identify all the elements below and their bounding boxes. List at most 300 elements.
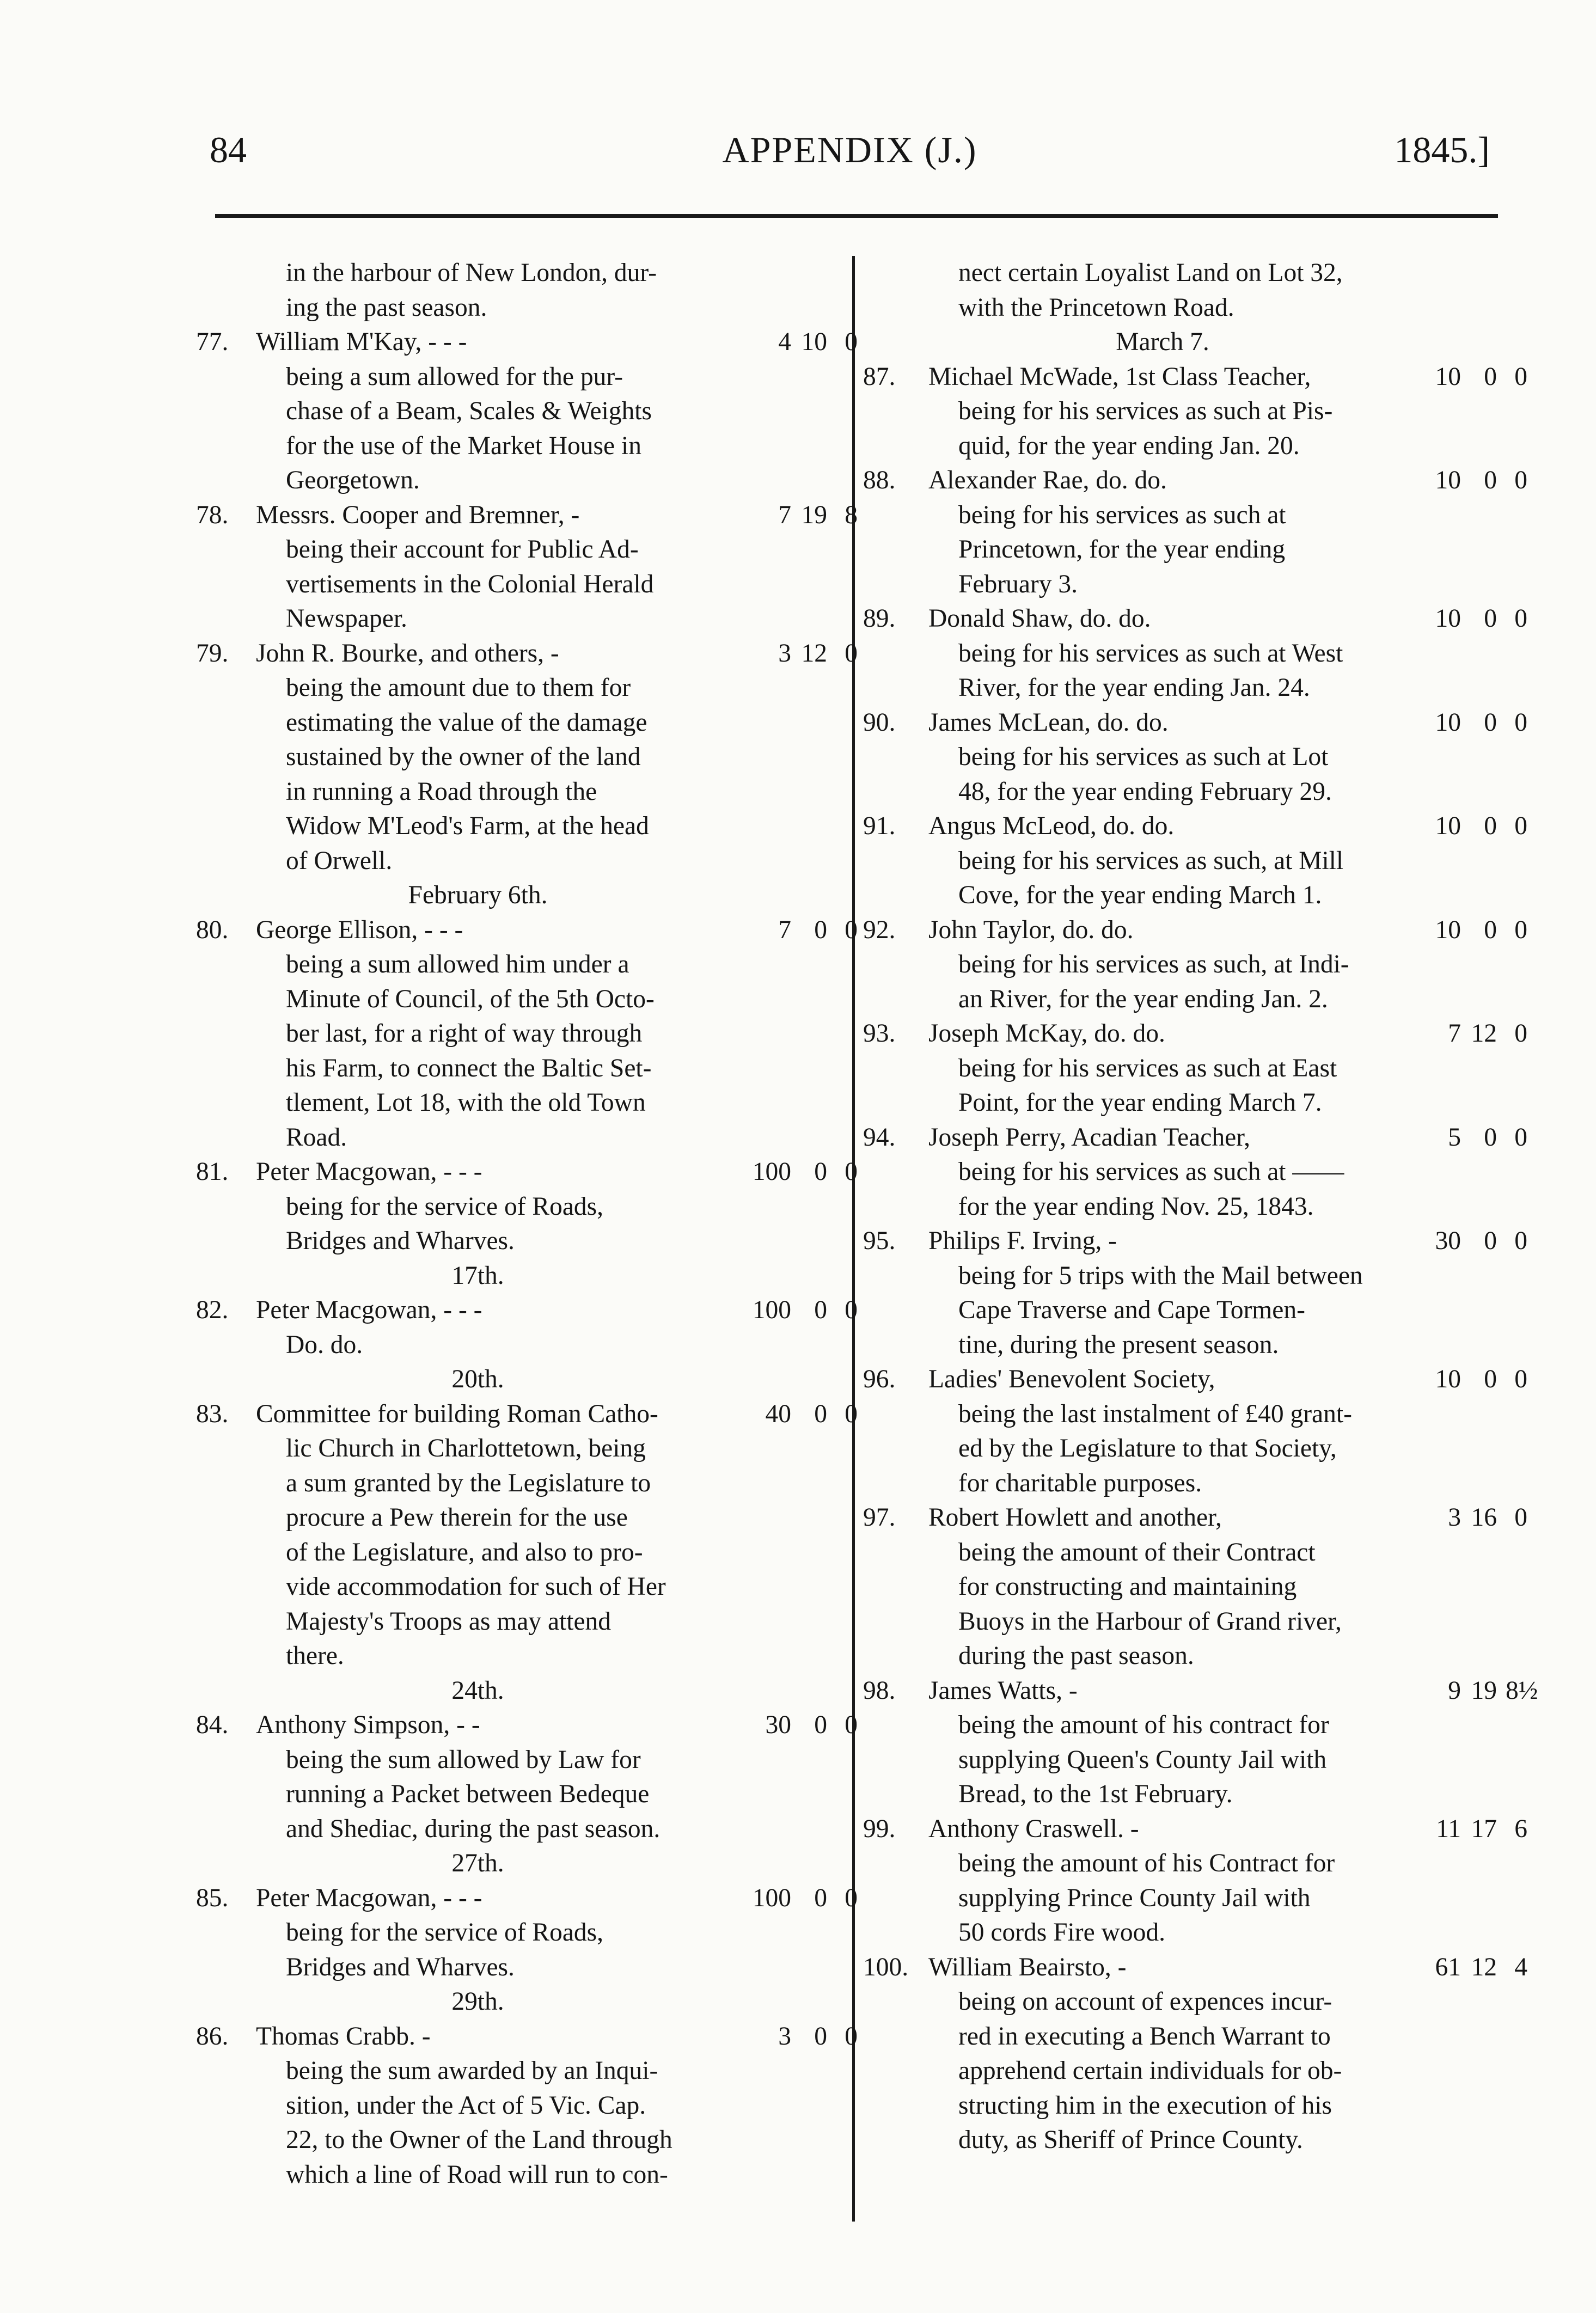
right-column xyxy=(863,256,1538,2158)
entry-description-line xyxy=(863,775,1527,810)
amount-shillings: 16 xyxy=(1471,1503,1497,1532)
entry-text: Majesty's Troops as may attend xyxy=(286,1607,612,1636)
entry-text: 50 cords Fire wood. xyxy=(958,1918,1165,1947)
entry-amount xyxy=(1413,463,1527,498)
amount-pence: 4 xyxy=(1514,1953,1527,1981)
entry-text: Princetown, for the year ending xyxy=(958,535,1286,564)
entry-text: being the last instalment of £40 grant- xyxy=(958,1399,1352,1428)
entry-text: being the amount of their Contract xyxy=(958,1538,1316,1567)
entry-description-line xyxy=(863,2123,1527,2158)
entry-number: 83. xyxy=(196,1399,229,1428)
entry-first-line xyxy=(863,463,1527,498)
entry-amount xyxy=(743,637,858,671)
entry-text: duty, as Sheriff of Prince County. xyxy=(958,2126,1303,2154)
entry-description-line xyxy=(196,1812,858,1847)
payee-name: Donald Shaw, do. do. xyxy=(928,604,1151,633)
entry-text: being for the service of Roads, xyxy=(286,1192,604,1221)
entry-description-line xyxy=(863,947,1527,982)
entry-text: being for his services as such at Pis- xyxy=(958,397,1333,425)
amount-shillings: 19 xyxy=(801,500,827,529)
entry-description-line xyxy=(863,637,1527,671)
header-rule xyxy=(215,214,1498,218)
entry-text: being for his services as such at West xyxy=(958,639,1343,668)
entry-text: ing the past season. xyxy=(286,293,487,322)
entry-description-line xyxy=(196,1086,858,1121)
entry-text: his Farm, to connect the Baltic Set- xyxy=(286,1054,652,1082)
entry-text: apprehend certain individuals for ob- xyxy=(958,2057,1342,2085)
amount-shillings: 0 xyxy=(1484,466,1497,494)
amount-pence: 0 xyxy=(1514,708,1527,737)
amount-shillings: 0 xyxy=(814,915,827,944)
entry-description-line xyxy=(196,1051,858,1086)
amount-pounds: 10 xyxy=(1435,812,1461,840)
entry-text: running a Packet between Bedeque xyxy=(286,1780,650,1808)
entry-text: tlement, Lot 18, with the old Town xyxy=(286,1088,646,1117)
entry-amount xyxy=(1413,1812,1527,1847)
entry-description-line xyxy=(196,429,858,464)
amount-pounds: 9 xyxy=(1448,1676,1461,1705)
entry-number: 98. xyxy=(863,1676,896,1705)
entry-first-line xyxy=(196,1155,858,1190)
entry-description-line xyxy=(196,1466,858,1501)
amount-pounds: 10 xyxy=(1435,1365,1461,1393)
amount-shillings: 19 xyxy=(1471,1676,1497,1705)
amount-shillings: 12 xyxy=(801,639,827,668)
entry-text: Buoys in the Harbour of Grand river, xyxy=(958,1607,1342,1636)
entry-first-line xyxy=(863,1674,1538,1709)
entry-number: 96. xyxy=(863,1365,896,1393)
payee-name: Angus McLeod, do. do. xyxy=(928,812,1175,840)
entry-number: 80. xyxy=(196,915,229,944)
entry-text: red in executing a Bench Warrant to xyxy=(958,2022,1331,2051)
entry-first-line xyxy=(863,1501,1527,1535)
amount-pence: 0 xyxy=(1514,1227,1527,1255)
entry-text: Cape Traverse and Cape Tormen- xyxy=(958,1296,1305,1324)
entry-text: which a line of Road will run to con- xyxy=(286,2160,668,2189)
amount-pounds: 100 xyxy=(752,1883,791,1912)
amount-pence: 0 xyxy=(1514,1365,1527,1393)
entry-text: ber last, for a right of way through xyxy=(286,1019,643,1048)
entry-number: 94. xyxy=(863,1123,896,1152)
entry-number: 89. xyxy=(863,604,896,633)
entry-text: nect certain Loyalist Land on Lot 32, xyxy=(958,259,1343,287)
amount-shillings: 17 xyxy=(1471,1814,1497,1843)
entry-text: sustained by the owner of the land xyxy=(286,743,641,771)
continued-text-line xyxy=(863,291,1527,326)
entry-first-line xyxy=(863,809,1527,844)
entry-first-line xyxy=(863,913,1527,948)
page-header xyxy=(210,125,1490,174)
payee-name: James Watts, - xyxy=(928,1676,1078,1705)
entry-text: for the use of the Market House in xyxy=(286,431,641,460)
payee-name: Ladies' Benevolent Society, xyxy=(928,1365,1215,1393)
entry-amount xyxy=(743,325,858,360)
amount-pence: 0 xyxy=(1514,1019,1527,1048)
entry-text: being for his services as such at —— xyxy=(958,1158,1344,1186)
entry-text: Minute of Council, of the 5th Octo- xyxy=(286,984,655,1013)
date-heading: 24th. xyxy=(451,1676,504,1705)
amount-shillings: 12 xyxy=(1471,1019,1497,1048)
entry-text: being the sum awarded by an Inqui- xyxy=(286,2057,658,2085)
entry-text: tine, during the present season. xyxy=(958,1330,1279,1359)
entry-description-line xyxy=(863,1535,1527,1570)
entry-amount xyxy=(1413,1017,1527,1051)
payee-name: Messrs. Cooper and Bremner, - xyxy=(256,500,580,529)
payee-name: Peter Macgowan, - - - xyxy=(256,1158,482,1186)
entry-text: supplying Queen's County Jail with xyxy=(958,1745,1327,1774)
entry-first-line xyxy=(863,360,1527,395)
entry-text: of the Legislature, and also to pro- xyxy=(286,1538,643,1567)
entry-amount xyxy=(743,1708,858,1743)
entry-text: Bridges and Wharves. xyxy=(286,1953,515,1981)
entry-text: there. xyxy=(286,1642,344,1670)
entry-description-line xyxy=(863,429,1527,464)
amount-pounds: 40 xyxy=(765,1399,791,1428)
payee-name: George Ellison, - - - xyxy=(256,915,463,944)
date-heading: 20th. xyxy=(451,1365,504,1393)
left-column xyxy=(196,256,858,2192)
entry-amount xyxy=(743,1155,858,1190)
amount-shillings: 0 xyxy=(1484,362,1497,391)
entry-description-line xyxy=(863,394,1527,429)
entry-amount xyxy=(1413,1362,1527,1397)
amount-pounds: 10 xyxy=(1435,362,1461,391)
entry-text: being a sum allowed for the pur- xyxy=(286,362,623,391)
amount-pence: 6 xyxy=(1514,1814,1527,1843)
entry-description-line xyxy=(863,1086,1527,1121)
amount-pence: 0 xyxy=(1514,1123,1527,1152)
amount-shillings: 0 xyxy=(814,1158,827,1186)
entry-text: ed by the Legislature to that Society, xyxy=(958,1434,1337,1463)
entry-text: Point, for the year ending March 7. xyxy=(958,1088,1322,1117)
entry-description-line xyxy=(863,1881,1527,1916)
entry-first-line xyxy=(863,1812,1527,1847)
payee-name: Philips F. Irving, - xyxy=(928,1227,1117,1255)
entry-description-line xyxy=(196,809,858,844)
entry-description-line xyxy=(196,1328,858,1363)
amount-pounds: 30 xyxy=(1435,1227,1461,1255)
entry-amount xyxy=(1413,602,1527,637)
entry-amount xyxy=(743,913,858,948)
entry-description-line xyxy=(196,1121,858,1155)
entry-first-line xyxy=(863,1950,1527,1985)
amount-pounds: 3 xyxy=(778,639,791,668)
entry-text: River, for the year ending Jan. 24. xyxy=(958,674,1310,702)
entry-description-line xyxy=(196,947,858,982)
entry-text: estimating the value of the damage xyxy=(286,708,647,737)
amount-pounds: 3 xyxy=(778,2022,791,2051)
entry-text: being the amount of his contract for xyxy=(958,1711,1329,1739)
entry-description-line xyxy=(196,1535,858,1570)
amount-shillings: 0 xyxy=(1484,915,1497,944)
amount-pence: 0 xyxy=(845,1883,858,1912)
entry-text: being their account for Public Ad- xyxy=(286,535,639,564)
entry-description-line xyxy=(863,498,1527,533)
amount-pounds: 30 xyxy=(765,1711,791,1739)
amount-pence: 0 xyxy=(845,1399,858,1428)
entry-text: structing him in the execution of his xyxy=(958,2091,1332,2120)
header-year: 1845.] xyxy=(1394,129,1490,170)
amount-shillings: 0 xyxy=(814,1296,827,1324)
payee-name: James McLean, do. do. xyxy=(928,708,1169,737)
entry-description-line xyxy=(863,567,1527,602)
amount-shillings: 0 xyxy=(1484,1365,1497,1393)
entry-first-line xyxy=(196,1397,858,1432)
entry-amount xyxy=(743,498,858,533)
entry-number: 82. xyxy=(196,1296,229,1324)
entry-first-line xyxy=(196,498,858,533)
entry-description-line xyxy=(196,2089,858,2124)
page-title: APPENDIX (J.) xyxy=(722,129,977,170)
entry-description-line xyxy=(196,360,858,395)
entry-text: Bridges and Wharves. xyxy=(286,1227,515,1255)
entry-amount xyxy=(743,1881,858,1916)
amount-pounds: 10 xyxy=(1435,915,1461,944)
entry-text: being the sum allowed by Law for xyxy=(286,1745,641,1774)
entry-text: supplying Prince County Jail with xyxy=(958,1883,1311,1912)
entry-description-line xyxy=(196,1570,858,1605)
entry-first-line xyxy=(196,637,858,671)
payee-name: Alexander Rae, do. do. xyxy=(928,466,1167,494)
entry-first-line xyxy=(863,1121,1527,1155)
entry-text: for the year ending Nov. 25, 1843. xyxy=(958,1192,1314,1221)
amount-pounds: 7 xyxy=(778,500,791,529)
entry-number: 87. xyxy=(863,362,896,391)
continued-text-line xyxy=(196,256,858,291)
entry-first-line xyxy=(196,913,858,948)
amount-pounds: 3 xyxy=(1448,1503,1461,1532)
entry-text: an River, for the year ending Jan. 2. xyxy=(958,984,1328,1013)
entry-first-line xyxy=(196,1708,858,1743)
entry-text: 22, to the Owner of the Land through xyxy=(286,2126,672,2154)
entry-text: being the amount of his Contract for xyxy=(958,1849,1335,1877)
entry-number: 100. xyxy=(863,1953,909,1981)
amount-pounds: 11 xyxy=(1436,1814,1461,1843)
entry-text: vertisements in the Colonial Herald xyxy=(286,570,654,598)
entry-description-line xyxy=(863,1708,1527,1743)
entry-first-line xyxy=(196,1881,858,1916)
entry-first-line xyxy=(196,325,858,360)
entry-text: Do. do. xyxy=(286,1330,363,1359)
amount-pounds: 100 xyxy=(752,1296,791,1324)
entry-text: vide accommodation for such of Her xyxy=(286,1572,666,1601)
entry-description-line xyxy=(863,2054,1527,2089)
entry-description-line xyxy=(863,844,1527,879)
payee-name: Peter Macgowan, - - - xyxy=(256,1296,482,1324)
entry-description-line xyxy=(863,533,1527,567)
entry-amount xyxy=(743,2020,858,2054)
entry-text: of Orwell. xyxy=(286,846,393,875)
payee-name: Robert Howlett and another, xyxy=(928,1503,1222,1532)
payee-name: Thomas Crabb. - xyxy=(256,2022,431,2051)
entry-description-line xyxy=(196,1777,858,1812)
entry-number: 97. xyxy=(863,1503,896,1532)
entry-amount xyxy=(1413,1121,1527,1155)
continued-text-line xyxy=(196,291,858,326)
amount-shillings: 12 xyxy=(1471,1953,1497,1981)
entry-text: a sum granted by the Legislature to xyxy=(286,1468,651,1497)
entry-description-line xyxy=(863,1259,1527,1294)
entry-number: 86. xyxy=(196,2022,229,2051)
entry-text: procure a Pew therein for the use xyxy=(286,1503,628,1532)
entry-description-line xyxy=(863,2020,1527,2054)
entry-description-line xyxy=(863,1743,1527,1778)
entry-number: 92. xyxy=(863,915,896,944)
amount-pence: 0 xyxy=(1514,812,1527,840)
entry-description-line xyxy=(863,1846,1527,1881)
entry-description-line xyxy=(863,1985,1527,2020)
entry-number: 99. xyxy=(863,1814,896,1843)
payee-name: John R. Bourke, and others, - xyxy=(256,639,559,668)
amount-pounds: 61 xyxy=(1435,1953,1461,1981)
entry-number: 78. xyxy=(196,500,229,529)
entry-description-line xyxy=(863,1570,1527,1605)
entry-amount xyxy=(1413,913,1527,948)
entry-text: Newspaper. xyxy=(286,604,407,633)
amount-pence: 0 xyxy=(845,1711,858,1739)
entry-description-line xyxy=(196,463,858,498)
amount-pounds: 10 xyxy=(1435,466,1461,494)
entry-description-line xyxy=(196,1950,858,1985)
entry-description-line xyxy=(863,1155,1527,1190)
entry-amount xyxy=(1413,809,1527,844)
entry-description-line xyxy=(863,982,1527,1017)
entry-description-line xyxy=(863,671,1527,706)
amount-shillings: 10 xyxy=(801,328,827,356)
entry-description-line xyxy=(196,2158,858,2193)
payee-name: Joseph Perry, Acadian Teacher, xyxy=(928,1123,1250,1152)
entry-first-line xyxy=(196,1293,858,1328)
entry-text: during the past season. xyxy=(958,1642,1194,1670)
amount-pence: 0 xyxy=(845,328,858,356)
entry-text: February 3. xyxy=(958,570,1078,598)
amount-pounds: 5 xyxy=(1448,1123,1461,1152)
entry-description-line xyxy=(863,1051,1527,1086)
entry-text: for charitable purposes. xyxy=(958,1468,1202,1497)
entry-text: being for his services as such, at Mill xyxy=(958,846,1344,875)
entry-number: 93. xyxy=(863,1019,896,1048)
amount-pence: 0 xyxy=(845,1296,858,1324)
entry-amount xyxy=(1413,1950,1527,1985)
amount-pounds: 100 xyxy=(752,1158,791,1186)
entry-text: and Shediac, during the past season. xyxy=(286,1814,661,1843)
amount-pence: 0 xyxy=(1514,604,1527,633)
entry-text: being for his services as such at East xyxy=(958,1054,1337,1082)
entry-number: 90. xyxy=(863,708,896,737)
entry-amount xyxy=(743,1293,858,1328)
entry-text: being a sum allowed him under a xyxy=(286,950,629,978)
entry-description-line xyxy=(196,1743,858,1778)
payee-name: Anthony Craswell. - xyxy=(928,1814,1139,1843)
entry-number: 79. xyxy=(196,639,229,668)
entry-description-line xyxy=(196,1224,858,1259)
entry-description-line xyxy=(196,394,858,429)
amount-pounds: 10 xyxy=(1435,604,1461,633)
entry-amount xyxy=(1413,360,1527,395)
entry-number: 84. xyxy=(196,1711,229,1739)
date-heading: 29th. xyxy=(451,1987,504,2016)
entry-description-line xyxy=(196,844,858,879)
payee-name: Committee for building Roman Catho- xyxy=(256,1399,658,1428)
amount-pounds: 4 xyxy=(778,328,791,356)
entry-description-line xyxy=(863,1431,1527,1466)
amount-shillings: 0 xyxy=(1484,604,1497,633)
entry-description-line xyxy=(196,1017,858,1051)
entry-description-line xyxy=(863,2089,1527,2124)
entry-first-line xyxy=(863,1017,1527,1051)
entry-description-line xyxy=(863,1397,1527,1432)
entry-description-line xyxy=(863,1190,1527,1225)
amount-pence: 0 xyxy=(845,915,858,944)
amount-pence: 0 xyxy=(1514,466,1527,494)
entry-text: with the Princetown Road. xyxy=(958,293,1234,322)
entry-text: being for his services as such, at Indi- xyxy=(958,950,1349,978)
entry-text: lic Church in Charlottetown, being xyxy=(286,1434,646,1463)
date-heading: March 7. xyxy=(1116,328,1209,356)
entry-text: sition, under the Act of 5 Vic. Cap. xyxy=(286,2091,646,2120)
entry-text: Bread, to the 1st February. xyxy=(958,1780,1233,1808)
entry-amount xyxy=(1413,1501,1527,1535)
entry-text: Cove, for the year ending March 1. xyxy=(958,881,1322,909)
entry-description-line xyxy=(863,1639,1527,1674)
entry-text: 48, for the year ending February 29. xyxy=(958,777,1332,806)
amount-pence: 8 xyxy=(845,500,858,529)
entry-description-line xyxy=(863,1293,1527,1328)
entry-description-line xyxy=(196,2123,858,2158)
entry-description-line xyxy=(196,2054,858,2089)
entry-description-line xyxy=(196,982,858,1017)
entry-description-line xyxy=(196,602,858,637)
entry-text: Georgetown. xyxy=(286,466,420,494)
payee-name: John Taylor, do. do. xyxy=(928,915,1134,944)
entry-description-line xyxy=(863,878,1527,913)
entry-description-line xyxy=(863,1777,1527,1812)
entry-first-line xyxy=(863,602,1527,637)
amount-shillings: 0 xyxy=(814,2022,827,2051)
entry-number: 95. xyxy=(863,1227,896,1255)
entry-number: 85. xyxy=(196,1883,229,1912)
entry-amount xyxy=(743,1397,858,1432)
entry-description-line xyxy=(196,671,858,706)
payee-name: Michael McWade, 1st Class Teacher, xyxy=(928,362,1311,391)
date-heading: 27th. xyxy=(451,1849,504,1877)
date-heading: February 6th. xyxy=(408,881,548,909)
entry-number: 77. xyxy=(196,328,229,356)
amount-pence: 8½ xyxy=(1506,1676,1538,1705)
entry-description-line xyxy=(863,1328,1527,1363)
entry-text: in the harbour of New London, dur- xyxy=(286,259,657,287)
entry-description-line xyxy=(196,1190,858,1225)
page-number: 84 xyxy=(210,129,247,170)
entry-description-line xyxy=(196,1431,858,1466)
amount-shillings: 0 xyxy=(1484,1123,1497,1152)
continued-text-line xyxy=(863,256,1527,291)
amount-pounds: 7 xyxy=(1448,1019,1461,1048)
amount-shillings: 0 xyxy=(1484,1227,1497,1255)
payee-name: William M'Kay, - - - xyxy=(256,328,467,356)
amount-pence: 0 xyxy=(1514,915,1527,944)
amount-shillings: 0 xyxy=(814,1883,827,1912)
entry-number: 81. xyxy=(196,1158,229,1186)
entry-description-line xyxy=(196,1639,858,1674)
entry-first-line xyxy=(863,1224,1527,1259)
entry-description-line xyxy=(196,567,858,602)
entry-text: being the amount due to them for xyxy=(286,674,631,702)
entry-description-line xyxy=(863,1605,1527,1639)
entry-text: Road. xyxy=(286,1123,347,1152)
entry-text: being for his services as such at Lot xyxy=(958,743,1329,771)
entry-description-line xyxy=(196,1605,858,1639)
